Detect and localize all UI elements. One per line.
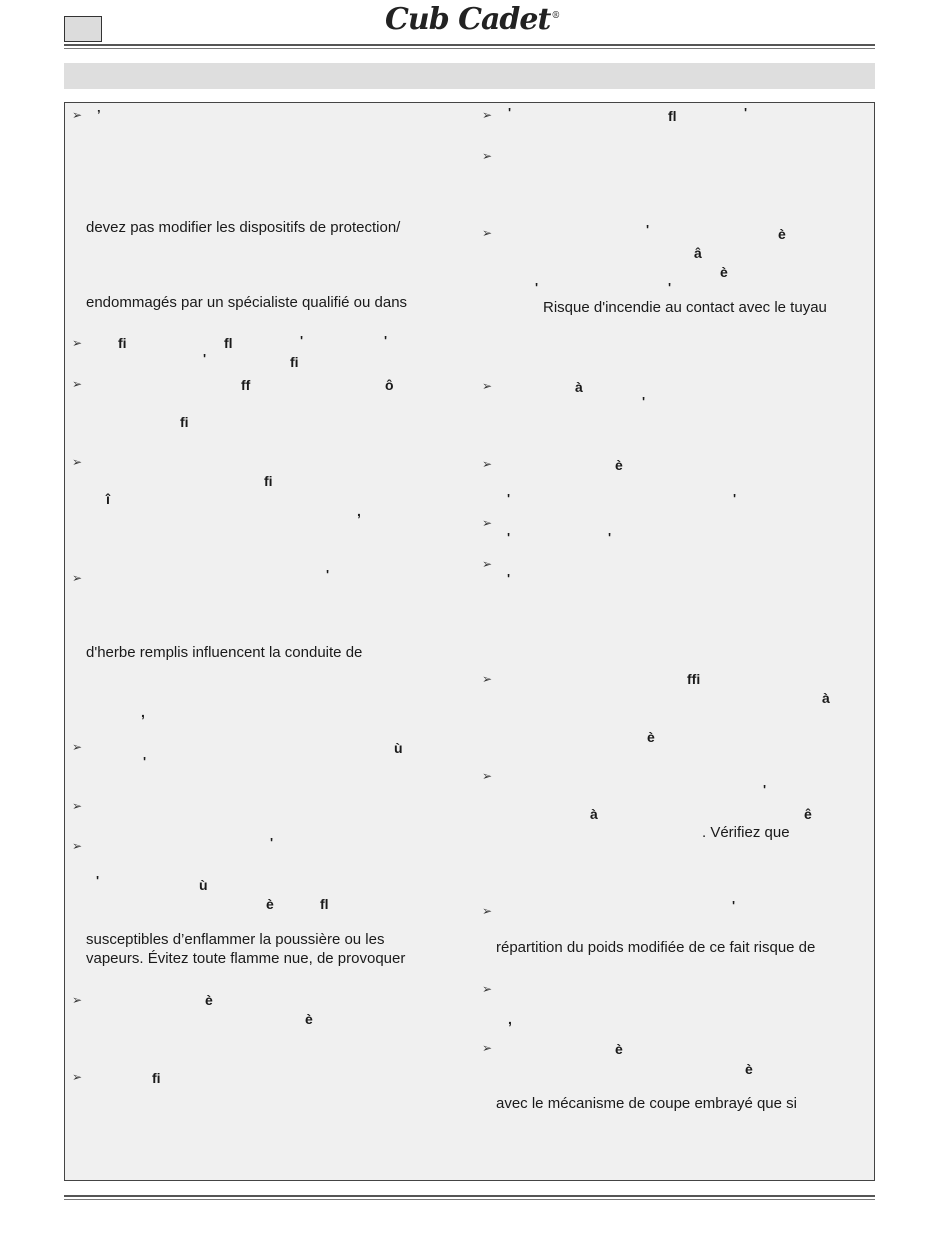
- body-text-line: vapeurs. Évitez toute flamme nue, de provoquer: [86, 950, 406, 967]
- bullet-marker: ➢: [482, 457, 493, 471]
- text-fragment: ': [508, 105, 512, 120]
- text-fragment: ': [646, 222, 650, 237]
- bullet-marker: ➢: [72, 336, 83, 350]
- bullet-marker: ➢: [72, 839, 83, 853]
- text-fragment: fl: [668, 108, 677, 124]
- body-text-line: devez pas modifier les dispositifs de protection/: [86, 219, 401, 236]
- text-fragment: è: [305, 1011, 313, 1027]
- text-fragment: ': [732, 898, 736, 913]
- text-fragment: è: [266, 896, 274, 912]
- body-text-line: avec le mécanisme de coupe embrayé que si: [496, 1095, 797, 1112]
- bullet-marker: ➢: [482, 149, 493, 163]
- text-fragment: à: [575, 379, 583, 395]
- bullet-marker: ➢: [72, 571, 83, 585]
- text-fragment: à: [822, 690, 830, 706]
- bullet-marker: ➢: [482, 904, 493, 918]
- cub-cadet-logo: Cub Cadet®: [385, 2, 560, 37]
- body-text-line: . Vérifiez que: [702, 824, 790, 841]
- text-fragment: fl: [224, 335, 233, 351]
- text-fragment: fl: [320, 896, 329, 912]
- text-fragment: ': [203, 351, 207, 366]
- text-fragment: ': [744, 105, 748, 120]
- page-number-box: [64, 16, 102, 42]
- text-fragment: ': [507, 530, 511, 545]
- bullet-marker: ➢: [72, 740, 83, 754]
- text-fragment: ': [507, 571, 511, 586]
- section-title-band: [64, 63, 875, 89]
- safety-instructions-box: [64, 102, 875, 1181]
- bullet-marker: ➢: [72, 799, 83, 813]
- bullet-marker: ➢: [482, 1041, 493, 1055]
- bullet-marker: ➢: [72, 108, 83, 122]
- body-text-line: répartition du poids modifiée de ce fait risque de: [496, 939, 816, 956]
- text-fragment: è: [615, 457, 623, 473]
- text-fragment: ff: [241, 377, 251, 393]
- text-fragment: fi: [118, 335, 127, 351]
- text-fragment: ô: [385, 377, 394, 393]
- text-fragment: î: [106, 491, 110, 507]
- text-fragment: ': [96, 873, 100, 888]
- text-fragment: ': [608, 530, 612, 545]
- text-fragment: ': [384, 333, 388, 348]
- text-fragment: ': [143, 754, 147, 769]
- text-fragment: ': [507, 491, 511, 506]
- text-fragment: è: [647, 729, 655, 745]
- body-text-line: endommagés par un spécialiste qualifié ou dans: [86, 294, 408, 311]
- bullet-marker: ➢: [72, 1070, 83, 1084]
- footer-rule-thin: [64, 1199, 875, 1200]
- header-rule-thin: [64, 48, 875, 49]
- text-fragment: è: [745, 1061, 753, 1077]
- bullet-marker: ➢: [482, 557, 493, 571]
- footer-rule: [64, 1195, 875, 1197]
- body-text-line: susceptibles d’enflammer la poussière ou les: [86, 931, 385, 948]
- header-rule: [64, 44, 875, 46]
- text-fragment: ': [763, 782, 767, 797]
- text-fragment: fi: [152, 1070, 161, 1086]
- text-fragment: ': [270, 835, 274, 850]
- text-fragment: è: [720, 264, 728, 280]
- bullet-marker: ➢: [72, 377, 83, 391]
- bullet-marker: ➢: [72, 455, 83, 469]
- text-fragment: â: [694, 245, 702, 261]
- text-fragment: ’: [97, 107, 101, 122]
- text-fragment: ,: [141, 704, 145, 720]
- text-fragment: ': [668, 280, 672, 295]
- text-fragment: ': [535, 280, 539, 295]
- text-fragment: ': [642, 394, 646, 409]
- text-fragment: ù: [199, 877, 208, 893]
- text-fragment: fi: [180, 414, 189, 430]
- bullet-marker: ➢: [72, 993, 83, 1007]
- bullet-marker: ➢: [482, 108, 493, 122]
- text-fragment: ù: [394, 740, 403, 756]
- text-fragment: ,: [508, 1011, 512, 1027]
- text-fragment: fi: [290, 354, 299, 370]
- text-fragment: ê: [804, 806, 812, 822]
- text-fragment: è: [778, 226, 786, 242]
- text-fragment: fi: [264, 473, 273, 489]
- text-fragment: ': [300, 333, 304, 348]
- text-fragment: è: [205, 992, 213, 1008]
- text-fragment: ': [326, 567, 330, 582]
- bullet-marker: ➢: [482, 769, 493, 783]
- text-fragment: ffi: [687, 671, 701, 687]
- text-fragment: è: [615, 1041, 623, 1057]
- bullet-marker: ➢: [482, 379, 493, 393]
- body-text-line: Risque d'incendie au contact avec le tuyau: [543, 299, 827, 316]
- bullet-marker: ➢: [482, 672, 493, 686]
- text-fragment: ': [733, 491, 737, 506]
- body-text-line: d'herbe remplis influencent la conduite de: [86, 644, 363, 661]
- bullet-marker: ➢: [482, 516, 493, 530]
- bullet-marker: ➢: [482, 226, 493, 240]
- bullet-marker: ➢: [482, 982, 493, 996]
- text-fragment: à: [590, 806, 598, 822]
- text-fragment: ,: [357, 503, 361, 519]
